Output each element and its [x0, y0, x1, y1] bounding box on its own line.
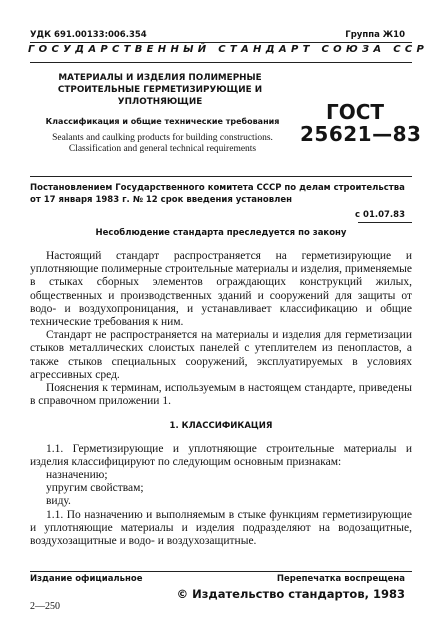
list-item: виду.	[46, 495, 71, 508]
effective-date: с 01.07.83	[355, 210, 405, 220]
publisher: Издательство стандартов, 1983	[192, 587, 405, 601]
paragraph-terms: Пояснения к терминам, используемым в настоящем стандарте, приведены в справочном приложении 1.	[30, 382, 412, 408]
effective-date-rule	[358, 222, 412, 223]
footer-rule	[30, 571, 412, 572]
group-code: Группа Ж10	[345, 30, 405, 40]
state-standard-heading: ГОСУДАРСТВЕННЫЙ СТАНДАРТ СОЮЗА ССР	[28, 44, 429, 55]
document-subtitle: Классификация и общие технические требования	[45, 117, 280, 126]
violation-notice: Несоблюдение стандарта преследуется по закону	[95, 228, 347, 238]
reprint-prohibited: Перепечатка воспрещена	[276, 574, 405, 584]
list-item: упругим свойствам;	[46, 482, 144, 495]
copyright-symbol: ©	[176, 587, 189, 601]
gost-label: ГОСТ	[325, 100, 385, 124]
udk-code: УДК 691.00133:006.354	[30, 30, 147, 40]
gost-number: 25621—83	[300, 122, 422, 146]
header-rule-top	[30, 42, 412, 43]
list-item: назначению;	[46, 469, 108, 482]
official-edition: Издание официальное	[30, 574, 143, 584]
title-block-rule	[30, 176, 412, 177]
paragraph-exclusions: Стандарт не распространяется на материалы и изделия для герметизации стыков металлических слоистых панелей с утеплителем из пенопластов, а также стыков специальных сооружений, эксплуатируемых в условиях агрессивных сред.	[30, 329, 412, 381]
paragraph-classification: 1.1. Герметизирующие и уплотняющие строительные материалы и изделия классифицируют по следующим основным признакам:	[30, 442, 412, 468]
header-rule-bottom	[30, 62, 412, 63]
paragraph-purpose: 1.1. По назначению и выполняемым в стыке функциям герметизирующие и уплотняющие материалы и изделия подразделяют на водозащитные, воздухозащитные и водо- и воздухозащитные.	[30, 508, 412, 548]
document-title: МАТЕРИАЛЫ И ИЗДЕЛИЯ ПОЛИМЕРНЫЕ СТРОИТЕЛЬНЫЕ ГЕРМЕТИЗИРУЮЩИЕ И УПЛОТНЯЮЩИЕ	[57, 73, 263, 107]
english-title: Sealants and caulking products for building constructions. Classification and general technical requirements	[52, 133, 273, 154]
paragraph-scope: Настоящий стандарт распространяется на герметизирующие и уплотняющие полимерные строительные материалы и изделия, применяемые в стыках сборных элементов ограждающих конструкций жилых, общественных и производственных зданий и сооружений для защиты от водо- и воздухопроницания, и устанавливает классификацию и общие технические требования к ним.	[30, 250, 412, 329]
main-body	[30, 250, 412, 548]
section-heading: 1. КЛАССИФИКАЦИЯ	[169, 421, 273, 432]
publisher-line	[177, 587, 405, 601]
sheet-number: 2—250	[30, 601, 60, 612]
decree-text: Постановлением Государственного комитета СССР по делам строительства от 17 января 1983 г. № 12 срок введения установлен	[30, 183, 405, 205]
